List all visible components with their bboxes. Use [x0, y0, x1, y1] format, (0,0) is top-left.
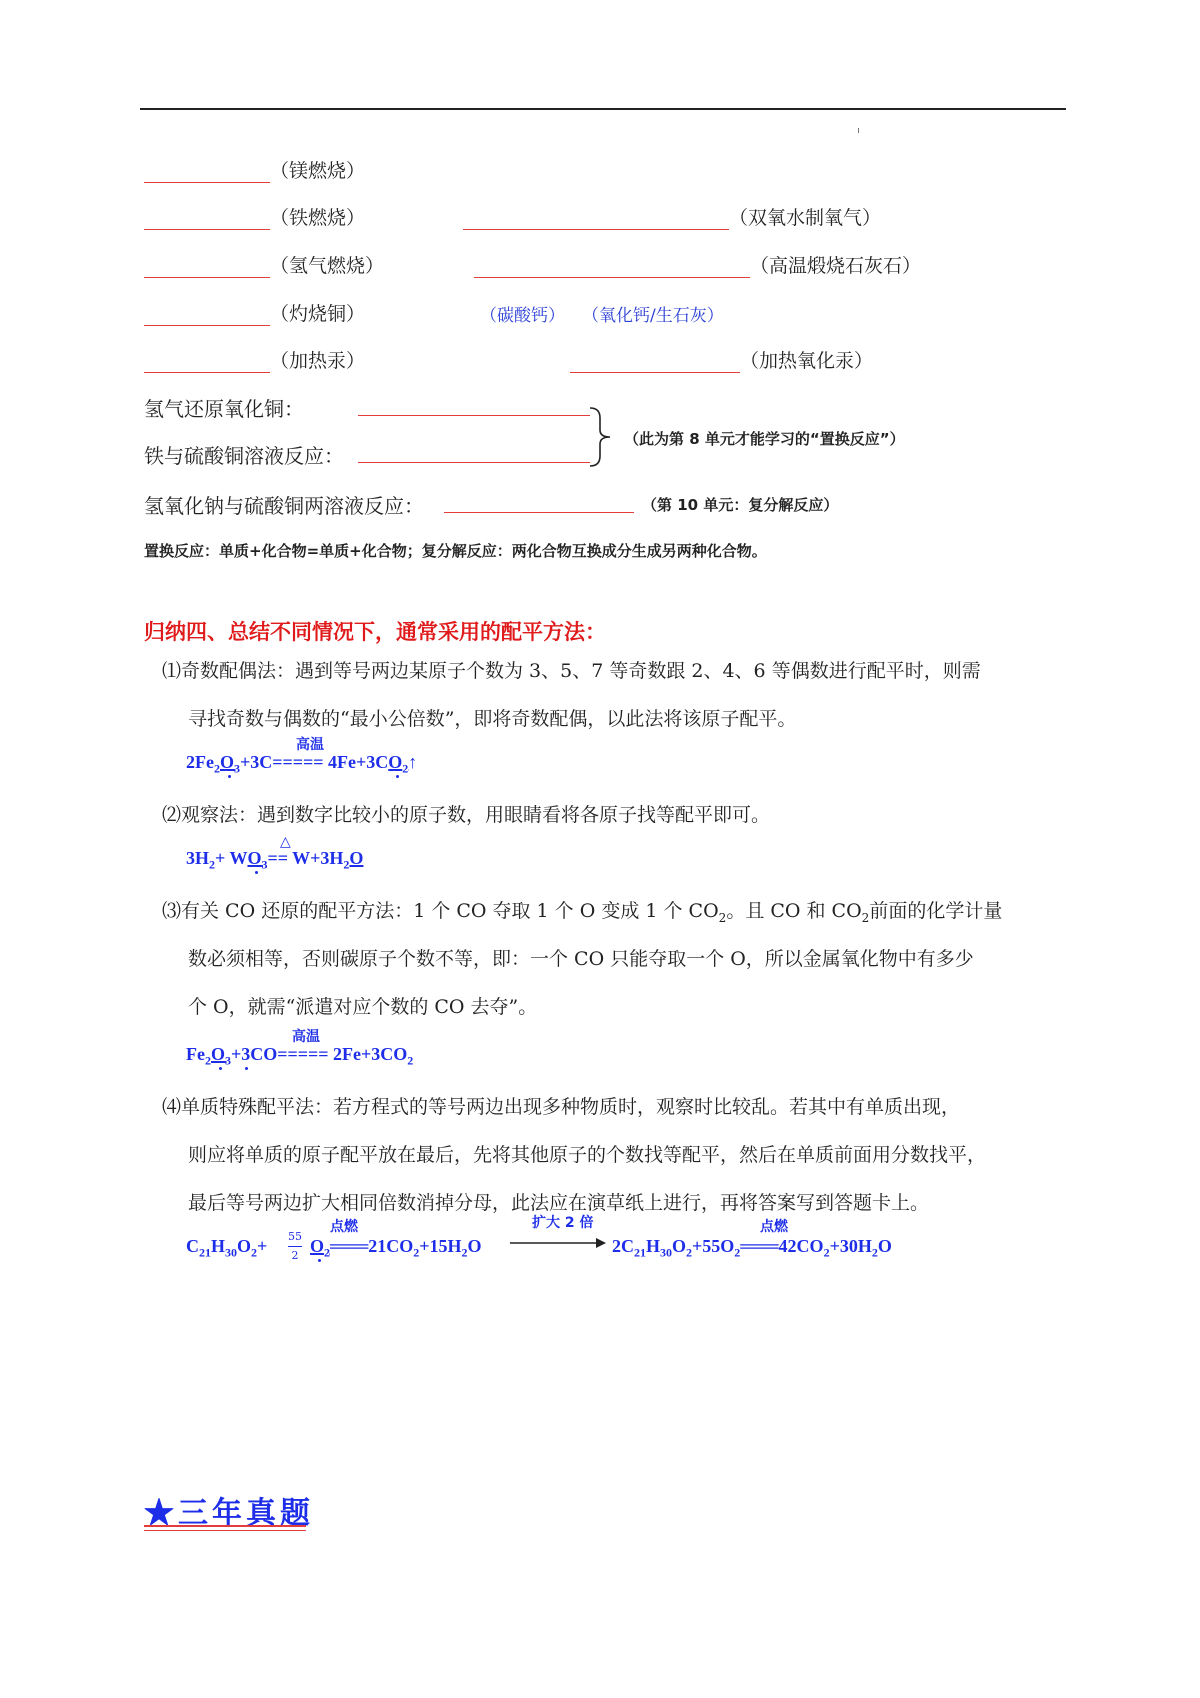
fill-row-3-right: [474, 251, 921, 278]
equation-4a: $C_{21}H_{30}O_2+$: [186, 1236, 268, 1260]
reaction-line-1: 氢气还原氧化铜：: [144, 397, 304, 421]
answer-blank[interactable]: [474, 255, 750, 278]
reaction-line-3-note: （第 10 单元：复分解反应）: [642, 496, 839, 514]
method-3-text: ⑶有关 CO 还原的配平方法：1 个 CO 夺取 1 个 O 变成 1 个 $CO_2$。且 CO 和 $CO_2$前面的化学计量: [162, 900, 1003, 925]
fraction-bar: [288, 1246, 302, 1247]
equation-4c: $2C_{21}H_{30}O_2+55O_2═══42CO_2+30H_2O$: [612, 1236, 892, 1260]
note-calcium-oxide: （氧化钙/生石灰）: [582, 306, 724, 326]
answer-blank[interactable]: [144, 207, 270, 230]
hint-label: （加热汞）: [270, 350, 366, 372]
brace-icon: [588, 406, 618, 468]
method-2-text: ⑵观察法：遇到数字比较小的原子数，用眼睛看将各原子找等配平即可。: [162, 804, 771, 826]
reaction-line-2-blank[interactable]: [358, 440, 590, 463]
fill-row-3: [144, 251, 384, 278]
brace-note: （此为第 8 单元才能学习的“置换反应”）: [624, 430, 905, 448]
footer-underline: [144, 1525, 306, 1527]
answer-blank[interactable]: [144, 303, 270, 326]
equation-2: $3H_2+ WO_3== W+3H_2O$: [186, 848, 364, 872]
reaction-line-1-blank[interactable]: [358, 393, 590, 416]
hint-label: （镁燃烧）: [270, 160, 366, 182]
fraction-denominator: 2: [291, 1249, 299, 1262]
method-4-cont2: 最后等号两边扩大相同倍数消掉分母，此法应在演草纸上进行，再将答案写到答题卡上。: [188, 1192, 930, 1214]
fraction-numerator: 55: [288, 1230, 302, 1243]
method-3-cont: 数必须相等，否则碳原子个数不等，即：一个 CO 只能夺取一个 O，所以金属氧化物中有多少: [188, 948, 974, 970]
answer-blank[interactable]: [144, 350, 270, 373]
answer-blank[interactable]: [463, 207, 729, 230]
section-title: 归纳四、总结不同情况下，通常采用的配平方法：: [144, 620, 606, 644]
reaction-line-3: 氢氧化钠与硫酸铜两溶液反应：: [144, 494, 424, 518]
equation-4b: $O_2═══21CO_2+15H_2O$: [310, 1236, 482, 1260]
condition-high-temp: 高温: [296, 737, 324, 753]
answer-blank[interactable]: [570, 350, 740, 373]
definition-text: 置换反应：单质+化合物=单质+化合物；复分解反应：两化合物互换成分生成另两种化合物。: [144, 542, 767, 560]
equation-3: $Fe_2O_3+3CO===== 2Fe+3CO_2$: [186, 1044, 414, 1068]
condition-heat: △: [280, 834, 291, 850]
method-3-cont2: 个 O，就需“派遣对应个数的 CO 去夺”。: [188, 996, 538, 1018]
header-rule: [140, 108, 1066, 110]
fill-row-1: [144, 156, 365, 183]
hint-label: （双氧水制氧气）: [729, 207, 882, 229]
method-1-cont: 寻找奇数与偶数的“最小公倍数”，即将奇数配偶，以此法将该原子配平。: [188, 708, 797, 730]
page-mark: [858, 128, 859, 133]
hint-label: （高温煅烧石灰石）: [750, 255, 922, 277]
reaction-line-3-blank[interactable]: [444, 490, 634, 513]
footer-title: ★三年真题: [144, 1496, 314, 1531]
method-4-text: ⑷单质特殊配平法：若方程式的等号两边出现多种物质时，观察时比较乱。若其中有单质出现，: [162, 1096, 961, 1118]
equation-1: $2Fe_2O_3+3C=====$ $4Fe+3CO_2↑$: [186, 752, 418, 776]
footer-underline-thin: [144, 1530, 306, 1531]
fill-row-5: [144, 346, 365, 373]
hint-label: （灼烧铜）: [270, 303, 366, 325]
reaction-line-2: 铁与硫酸铜溶液反应：: [144, 444, 344, 468]
fill-row-2-right: [463, 203, 881, 230]
arrow-label: 扩大 2 倍: [532, 1215, 594, 1231]
method-4-cont: 则应将单质的原子配平放在最后，先将其他原子的个数找等配平，然后在单质前面用分数找平，: [188, 1144, 987, 1166]
hint-label: （铁燃烧）: [270, 207, 366, 229]
condition-ignite: 点燃: [330, 1219, 358, 1235]
fill-row-5-right: [570, 346, 873, 373]
hint-label: （氢气燃烧）: [270, 255, 385, 277]
condition-high-temp: 高温: [292, 1029, 320, 1045]
condition-ignite: 点燃: [760, 1219, 788, 1235]
answer-blank[interactable]: [144, 255, 270, 278]
arrow-right-icon: [510, 1236, 608, 1250]
note-calcium-carbonate: （碳酸钙）: [480, 306, 565, 326]
hint-label: （加热氧化汞）: [740, 350, 874, 372]
fill-row-2: [144, 203, 365, 230]
method-1-text: ⑴奇数配偶法：遇到等号两边某原子个数为 3、5、7 等奇数跟 2、4、6 等偶数进行配平时，则需: [162, 660, 981, 682]
answer-blank[interactable]: [144, 160, 270, 183]
fill-row-4: [144, 299, 365, 326]
